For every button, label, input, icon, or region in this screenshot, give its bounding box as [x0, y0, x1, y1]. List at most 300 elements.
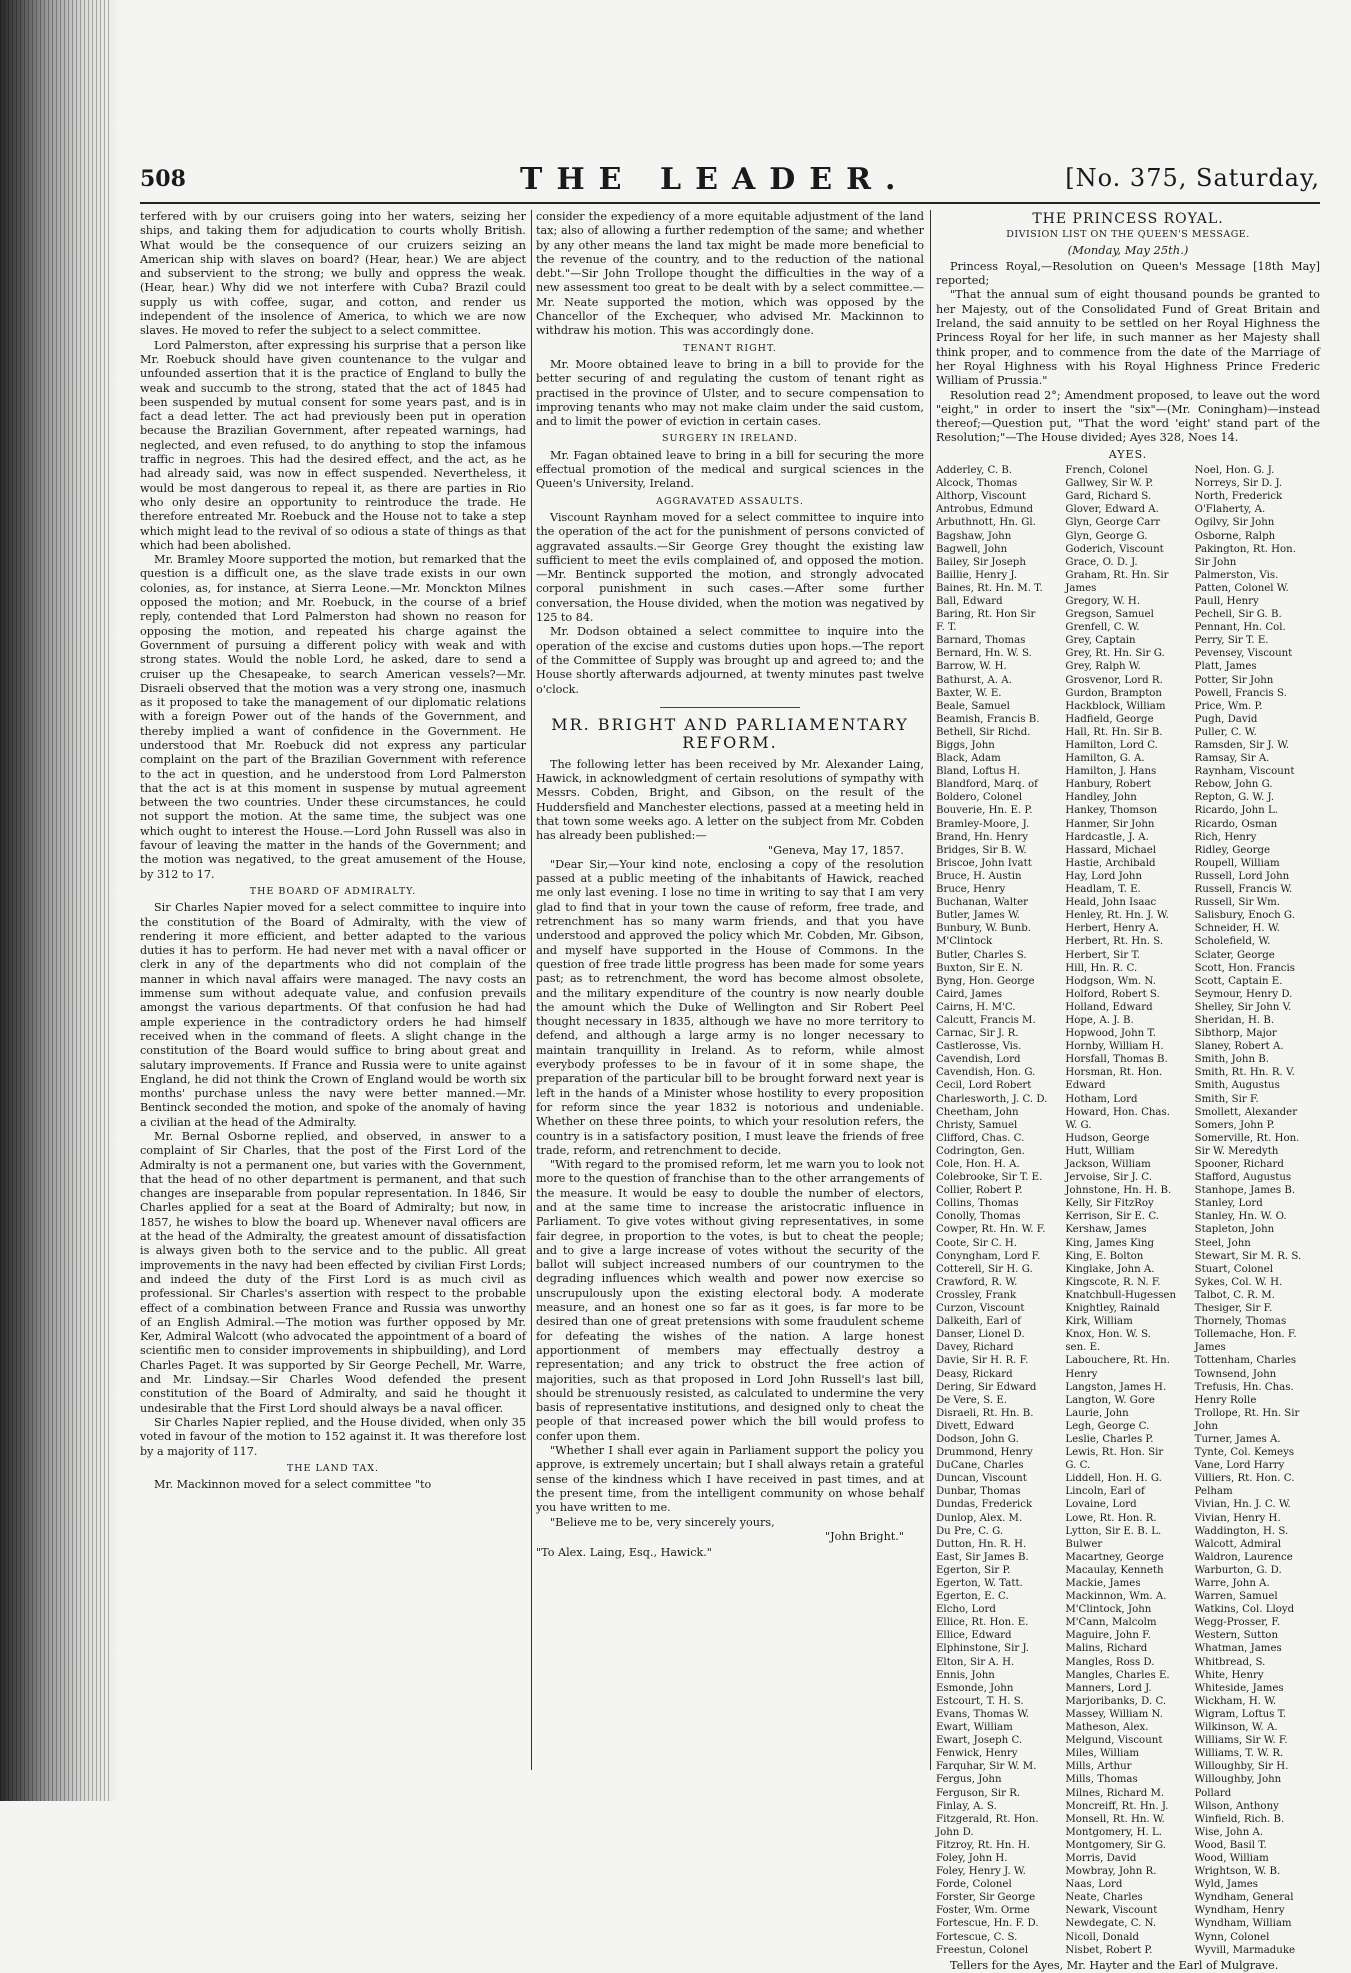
division-name: Stanley, Lord: [1194, 1198, 1263, 1210]
binding-texture: [0, 0, 110, 1801]
division-name: Moncreiff, Rt. Hn. J.: [1065, 1800, 1169, 1812]
division-name: Cecil, Lord Robert: [936, 1080, 1032, 1092]
division-name: Fitzgerald, Rt. Hon.: [936, 1813, 1039, 1825]
article-separator: [660, 707, 800, 708]
division-name: Horsfall, Thomas B.: [1065, 1054, 1168, 1066]
division-name: Nisbet, Robert P.: [1065, 1944, 1153, 1956]
division-name: M'Clintock, John: [1065, 1604, 1152, 1616]
division-name: Pelham: [1194, 1486, 1233, 1498]
division-name: Graham, Rt. Hn. Sir: [1065, 569, 1169, 581]
division-name: Crossley, Frank: [936, 1289, 1017, 1301]
division-name: Thornely, Thomas: [1194, 1316, 1287, 1328]
masthead: [140, 160, 1320, 200]
division-name: Naas, Lord: [1065, 1879, 1123, 1891]
division-name: Roupell, William: [1194, 857, 1280, 869]
division-name: Mackinnon, Wm. A.: [1065, 1591, 1167, 1603]
division-name: Hall, Rt. Hn. Sir B.: [1065, 726, 1163, 738]
division-name: Pollard: [1194, 1787, 1232, 1799]
division-name: Vane, Lord Harry: [1194, 1460, 1285, 1472]
division-name: Whitbread, S.: [1194, 1656, 1266, 1668]
division-name: Miles, William: [1065, 1748, 1140, 1760]
division-name: Stapleton, John: [1194, 1224, 1275, 1236]
division-name: Maguire, John F.: [1065, 1630, 1151, 1642]
division-name: Milnes, Richard M.: [1065, 1787, 1165, 1799]
division-name: Monsell, Rt. Hn. W.: [1065, 1813, 1165, 1825]
division-name: Alcock, Thomas: [936, 478, 1018, 490]
division-name: Tynte, Col. Kemeys: [1194, 1447, 1295, 1459]
division-name: Legh, George C.: [1065, 1420, 1150, 1432]
division-name: Nicoll, Donald: [1065, 1931, 1140, 1943]
division-name: Codrington, Gen.: [936, 1145, 1025, 1157]
division-name: Bouverie, Hn. E. P.: [936, 805, 1033, 817]
division-name: Grosvenor, Lord R.: [1065, 674, 1163, 686]
division-name: Bridges, Sir B. W.: [936, 844, 1027, 856]
division-name: Russell, Lord John: [1194, 870, 1290, 882]
division-name: Turner, James A.: [1194, 1433, 1281, 1445]
division-name: Wise, John A.: [1194, 1826, 1264, 1838]
division-name: Egerton, W. Tatt.: [936, 1578, 1023, 1590]
newspaper-page: [140, 160, 1320, 1972]
division-name: Langston, James H.: [1065, 1381, 1167, 1393]
division-name: Divett, Edward: [936, 1420, 1015, 1432]
division-name: Collier, Robert P.: [936, 1185, 1023, 1197]
division-name: Waldron, Laurence: [1194, 1551, 1293, 1563]
paragraph: Sir Charles Napier replied, and the House divided, when only 35 voted in favour of the motion to 152 against it. It was therefore lost by a majority of 117.: [140, 1415, 526, 1458]
paragraph: The following letter has been received by Mr. Alexander Laing, Hawick, in acknowledgment of certain resolutions of sympathy with Messrs. Cobden, Bright, and Gibson, on the result of the Huddersfield and Manchester elections, passed at a meeting held in that town some weeks ago. A letter on the subject from Mr. Cobden has already been published:—: [536, 757, 924, 843]
paragraph: "That the annual sum of eight thousand pounds be granted to her Majesty, out of the Consolidated Fund of Great Britain and Ireland, the said annuity to be settled on her Royal Highness the Princess Royal for her life, in such manner as her Majesty shall think proper, and to commence from the date of the Marriage of her Royal Highness with his Royal Highness Prince Frederic William of Prussia.": [936, 288, 1320, 388]
letter-closing: "Believe me to be, very sincerely yours,: [550, 1515, 775, 1529]
division-name: Shelley, Sir John V.: [1194, 1001, 1292, 1013]
division-name: Althorp, Viscount: [936, 491, 1026, 503]
section-heading-assaults: AGGRAVATED ASSAULTS.: [656, 495, 804, 507]
division-name: Laurie, John: [1065, 1407, 1129, 1419]
section-heading-land-tax: THE LAND TAX.: [286, 1462, 380, 1474]
division-name: Osborne, Ralph: [1194, 530, 1276, 542]
division-name: Briscoe, John Ivatt: [936, 857, 1032, 869]
division-name: Montgomery, H. L.: [1065, 1826, 1163, 1838]
paragraph: "Dear Sir,—Your kind note, enclosing a copy of the resolution passed at a public meeting of the inhabitants of Hawick, reached me only last evening. I lose no time in writing to say that I am very glad to find that in your town the cause of reform, free trade, and retrenchment has so many warm friends, and that you have understood and approved the policy which Mr. Cobden, Mr. Gibson, and myself have supported in the House of Commons. In the question of free trade little progress has been made for some years past; as to retrenchment, the word has become almost obsolete, and the military expenditure of the country is now nearly double the amount which the Duke of Wellington and Sir Robert Peel thought necessary in 1835, although we have no more territory to defend, and although a large army is no longer necessary to maintain tranquillity in Ireland. As to reform, while almost everybody professes to be in favour of it in some shape, the preparation of the particular bill to be brought forward next year is left in the hands of a Minister whose hostility to every proposition for reform since the year 1832 is notorious and undeniable. Whether on these three points, to which your resolution refers, the country is in a satisfactory position, I must leave the friends of free trade, reform, and retrenchment to decide.: [536, 857, 924, 1157]
division-name: Hotham, Lord: [1065, 1093, 1138, 1105]
division-name: Russell, Francis W.: [1194, 884, 1293, 896]
division-name: Elton, Sir A. H.: [936, 1656, 1015, 1668]
division-name: Goderich, Viscount: [1065, 543, 1164, 555]
section-heading-tenant-right: TENANT RIGHT.: [683, 342, 777, 354]
division-name: Leslie, Charles P.: [1065, 1433, 1154, 1445]
column-three: [936, 210, 1320, 1972]
division-name: De Vere, S. E.: [936, 1394, 1008, 1406]
division-name: Stewart, Sir M. R. S.: [1194, 1250, 1302, 1262]
tellers-line: Tellers for the Ayes, Mr. Hayter and the Earl of Mulgrave.: [950, 1958, 1279, 1972]
division-name: sen. E.: [1065, 1342, 1101, 1354]
division-name: Trefusis, Hn. Chas.: [1194, 1381, 1294, 1393]
division-name: Ridley, George: [1194, 844, 1270, 856]
division-name: Carnac, Sir J. R.: [936, 1028, 1019, 1040]
division-name: Beale, Samuel: [936, 700, 1010, 712]
division-name: Pechell, Sir G. B.: [1194, 609, 1282, 621]
division-name: Hardcastle, J. A.: [1065, 831, 1149, 843]
division-name: Somers, John P.: [1194, 1119, 1275, 1131]
division-name: Gregory, W. H.: [1065, 595, 1141, 607]
division-name: Rich, Henry: [1194, 831, 1257, 843]
division-name: John: [1194, 1420, 1218, 1432]
division-name: Slaney, Robert A.: [1194, 1041, 1284, 1053]
division-name: Kirk, William: [1065, 1316, 1133, 1328]
division-name: Mills, Thomas: [1065, 1774, 1138, 1786]
division-name: Schneider, H. W.: [1194, 923, 1280, 935]
division-name: Liddell, Hon. H. G.: [1065, 1473, 1162, 1485]
division-name: Stafford, Augustus: [1194, 1172, 1292, 1184]
division-name: Hudson, George: [1065, 1132, 1150, 1144]
newspaper-title: THE LEADER.: [520, 162, 910, 197]
division-name: Hastie, Archibald: [1065, 857, 1156, 869]
division-name: Tollemache, Hon. F.: [1194, 1329, 1297, 1341]
division-name: Townsend, John: [1194, 1368, 1277, 1380]
division-name: Pennant, Hn. Col.: [1194, 622, 1286, 634]
division-name: Grey, Ralph W.: [1065, 661, 1141, 673]
division-name: Conolly, Thomas: [936, 1211, 1021, 1223]
division-name: Hodgson, Wm. N.: [1065, 975, 1156, 987]
paragraph: Sir Charles Napier moved for a select committee to inquire into the constitution of the Board of Admiralty, with the view of rendering it more efficient, and better adapted to the various duties it has to perform. He had never met with a naval officer or clerk in any of the departments who did not complain of the manner in which naval affairs were managed. The navy costs an immense sum without adequate value, and confusion prevails amongst the various departments. Of that confusion he had had ample experience in the contradictory orders he had himself received when in the command of fleets. A slight change in the constitution of the Board would suffice to bring about great and salutary improvements. If France and Russia were to unite against England, he did not think the Crown of England would be worth six months' purchase unless the navy were better manned.—Mr. Bentinck seconded the motion, and spoke of the anomaly of having a civilian at the head of the Admiralty.: [140, 901, 526, 1129]
division-name: Scott, Hon. Francis: [1194, 962, 1295, 974]
division-name: Talbot, C. R. M.: [1194, 1289, 1275, 1301]
division-name: F. T.: [936, 622, 957, 634]
division-name: Curzon, Viscount: [936, 1303, 1025, 1315]
division-name: Disraeli, Rt. Hn. B.: [936, 1407, 1034, 1419]
division-name: Thesiger, Sir F.: [1194, 1303, 1273, 1315]
division-name: Ogilvy, Sir John: [1194, 517, 1275, 529]
division-name: Powell, Francis S.: [1194, 687, 1287, 699]
division-name: Kingscote, R. N. F.: [1065, 1276, 1161, 1288]
division-name: Calcutt, Francis M.: [936, 1014, 1036, 1026]
division-name: Edward: [1065, 1080, 1106, 1092]
division-name: Fergus, John: [936, 1774, 1002, 1786]
division-name: Byng, Hon. George: [936, 975, 1035, 987]
paragraph: terfered with by our cruisers going into her waters, seizing her ships, and taking them for adjudication to courts wholly British. What would be the consequence of our cruizers seizing an American ship with slaves on board? (Hear, hear.) We are abject and subservient to the strong; we bully and oppress the weak. (Hear, hear.) Why did we not interfere with Cuba? Brazil could supply us with coffee, sugar, and cotton, and render us independent of the insolence of America, to which we are now slaves. He moved to refer the subject to a select committee.: [140, 210, 526, 338]
division-name: Howard, Hon. Chas.: [1065, 1106, 1170, 1118]
division-name: Butler, Charles S.: [936, 949, 1027, 961]
division-name: Butler, James W.: [936, 910, 1020, 922]
division-name: Lovaine, Lord: [1065, 1499, 1137, 1511]
division-name: Hopwood, John T.: [1065, 1028, 1156, 1040]
division-name: Henley, Rt. Hn. J. W.: [1065, 910, 1169, 922]
division-name: Baxter, W. E.: [936, 687, 1002, 699]
division-name: Sykes, Col. W. H.: [1194, 1276, 1283, 1288]
division-name: King, James King: [1065, 1237, 1155, 1249]
division-name: Henry: [1065, 1368, 1098, 1380]
division-name: Winfield, Rich. B.: [1194, 1813, 1285, 1825]
column-one: [140, 210, 526, 1770]
division-name: Bailey, Sir Joseph: [936, 556, 1026, 568]
division-name: Watkins, Col. Lloyd: [1194, 1604, 1295, 1616]
division-name: Knightley, Rainald: [1065, 1303, 1160, 1315]
paragraph: Mr. Fagan obtained leave to bring in a bill for securing the more effectual promotion of the medical and surgical sciences in the Queen's University, Ireland.: [536, 448, 924, 491]
paragraph: consider the expediency of a more equitable adjustment of the land tax; also of allowing a further redemption of the same; and whether by any other means the land tax might be made more beneficial to the revenue of the country, and to the reduction of the national debt."—Sir John Trollope thought the difficulties in the way of a new assessment too great to be dealt with by a select committee.—Mr. Neate supported the motion, which was opposed by the Chancellor of the Exchequer, who advised Mr. Mackinnon to withdraw his motion. This was accordingly done.: [536, 210, 924, 338]
division-name: Marjoribanks, D. C.: [1065, 1695, 1167, 1707]
column-divider: [531, 210, 532, 1770]
division-name: Dering, Sir Edward: [936, 1381, 1037, 1393]
division-names-list: [936, 464, 1320, 1957]
division-name: Herbert, Henry A.: [1065, 923, 1160, 935]
division-name: Caird, James: [936, 988, 1003, 1000]
division-name: Cavendish, Lord: [936, 1054, 1021, 1066]
division-name: Elcho, Lord: [936, 1604, 996, 1616]
division-name: Charlesworth, J. C. D.: [936, 1093, 1048, 1105]
division-name: Hay, Lord John: [1065, 870, 1143, 882]
division-name: Massey, William N.: [1065, 1708, 1163, 1720]
division-name: Handley, John: [1065, 792, 1137, 804]
division-name: Kerrison, Sir E. C.: [1065, 1211, 1160, 1223]
division-name: Palmerston, Vis.: [1194, 569, 1279, 581]
division-name: Lewis, Rt. Hon. Sir: [1065, 1447, 1164, 1459]
paragraph: Resolution read 2°; Amendment proposed, to leave out the word "eight," in order to insert the "six"—(Mr. Coningham)—instead thereof;—Question put, "That the word 'eight' stand part of the Resolution;"—The House divided; Ayes 328, Noes 14.: [936, 388, 1320, 445]
division-name: Wyndham, William: [1194, 1918, 1292, 1930]
division-name: Ewart, William: [936, 1722, 1013, 1734]
division-name: M'Cann, Malcolm: [1065, 1617, 1157, 1629]
division-name: Fenwick, Henry: [936, 1748, 1018, 1760]
division-name: Foster, Wm. Orme: [936, 1905, 1030, 1917]
division-name: Arbuthnott, Hn. Gl.: [936, 517, 1036, 529]
division-name: Paull, Henry: [1194, 595, 1259, 607]
division-name: Glyn, George G.: [1065, 530, 1148, 542]
division-name: Sibthorp, Major: [1194, 1028, 1277, 1040]
division-name: Wyvill, Marmaduke: [1194, 1944, 1296, 1956]
division-name: Estcourt, T. H. S.: [936, 1695, 1024, 1707]
division-name: Biggs, John: [936, 740, 995, 752]
division-name: Platt, James: [1194, 661, 1257, 673]
division-name: Herbert, Sir T.: [1065, 949, 1140, 961]
division-name: Clifford, Chas. C.: [936, 1132, 1025, 1144]
division-name: Elphinstone, Sir J.: [936, 1643, 1029, 1655]
division-name: Bernard, Hn. W. S.: [936, 648, 1032, 660]
division-name: Foley, Henry J. W.: [936, 1866, 1026, 1878]
division-name: Melgund, Viscount: [1065, 1735, 1163, 1747]
division-name: Buxton, Sir E. N.: [936, 962, 1023, 974]
division-name: Jervoise, Sir J. C.: [1065, 1172, 1152, 1184]
division-name: Montgomery, Sir G.: [1065, 1839, 1166, 1851]
division-name: Ennis, John: [936, 1669, 995, 1681]
division-name: James: [1194, 1342, 1226, 1354]
division-name: Potter, Sir John: [1194, 674, 1274, 686]
division-name: Pevensey, Viscount: [1194, 648, 1293, 660]
paragraph: "With regard to the promised reform, let me warn you to look not more to the question of franchise than to the other arrangements of the measure. It would be easy to double the number of electors, and at the same time to increase the aristocratic influence in Parliament. To give votes without giving representatives, in some fair degree, in proportion to the votes, is but to cheat the people; and to give a large increase of votes without the security of the ballot will subject increased numbers of our countrymen to the degrading influences which wealth and power now exercise so unscrupulously upon the existing electoral body. A moderate measure, and an honest one so far as it goes, is far more to be desired than one of great pretensions with some fraudulent scheme for defeating the wishes of the nation. A large honest apportionment of members may effectually destroy a representation; and any trick to obstruct the free action of majorities, such as that proposed in Lord John Russell's last bill, should be strenuously resisted, as calculated to undermine the very basis of representative institutions, and designed only to cheat the people of that increased power which the bill would profess to confer upon them.: [536, 1158, 924, 1443]
division-name: Wickham, H. W.: [1194, 1695, 1277, 1707]
division-name: Bagshaw, John: [936, 530, 1012, 542]
division-name: Morris, David: [1065, 1852, 1137, 1864]
division-name: White, Henry: [1194, 1669, 1264, 1681]
division-name: Deasy, Rickard: [936, 1368, 1013, 1380]
division-name: Patten, Colonel W.: [1194, 582, 1289, 594]
division-name: Scholefield, W.: [1194, 936, 1271, 948]
division-name: Ball, Edward: [936, 595, 1003, 607]
division-name: Collins, Thomas: [936, 1198, 1019, 1210]
division-name: Pakington, Rt. Hon.: [1194, 543, 1296, 555]
division-name: Wynn, Colonel: [1194, 1931, 1270, 1943]
division-name: Hamilton, Lord C.: [1065, 740, 1158, 752]
division-name: Willoughby, Sir H.: [1194, 1761, 1289, 1773]
division-name: Vivian, Henry H.: [1194, 1512, 1281, 1524]
division-name: Christy, Samuel: [936, 1119, 1018, 1131]
division-name: Hill, Hn. R. C.: [1065, 962, 1138, 974]
division-name: Baillie, Henry J.: [936, 569, 1017, 581]
division-name: Wood, William: [1194, 1852, 1269, 1864]
division-name: Ramsay, Sir A.: [1194, 753, 1270, 765]
division-name: Dalkeith, Earl of: [936, 1316, 1021, 1328]
division-name: Gallwey, Sir W. P.: [1065, 478, 1154, 490]
division-name: Warburton, G. D.: [1194, 1564, 1282, 1576]
division-name: Conyngham, Lord F.: [936, 1250, 1041, 1262]
division-name: Macaulay, Kenneth: [1065, 1564, 1164, 1576]
issue-line: [No. 375, Saturday,: [1065, 164, 1320, 192]
division-name: G. C.: [1065, 1460, 1091, 1472]
column-two: [536, 210, 924, 1770]
division-name: Glover, Edward A.: [1065, 504, 1159, 516]
division-name: Fitzroy, Rt. Hn. H.: [936, 1839, 1030, 1851]
division-name: Egerton, E. C.: [936, 1591, 1009, 1603]
division-name: Glyn, George Carr: [1065, 517, 1161, 529]
division-name: Hamilton, G. A.: [1065, 753, 1145, 765]
division-name: Warre, John A.: [1194, 1578, 1270, 1590]
letter-dateline: "Geneva, May 17, 1857.: [767, 843, 904, 857]
division-name: King, E. Bolton: [1065, 1250, 1144, 1262]
division-name: Repton, G. W. J.: [1194, 792, 1275, 804]
division-name: Hornby, William H.: [1065, 1041, 1164, 1053]
division-name: Ellice, Rt. Hon. E.: [936, 1617, 1029, 1629]
division-name: Ricardo, Osman: [1194, 818, 1278, 830]
division-name: Matheson, Alex.: [1065, 1722, 1149, 1734]
division-name: Cowper, Rt. Hn. W. F.: [936, 1224, 1046, 1236]
division-name: Norreys, Sir D. J.: [1194, 478, 1283, 490]
division-name: Hassard, Michael: [1065, 844, 1157, 856]
division-name: Wigram, Loftus T.: [1194, 1708, 1287, 1720]
paragraph: Viscount Raynham moved for a select committee to inquire into the operation of the act for the punishment of persons convicted of aggravated assaults.—Sir George Grey thought the existing law sufficient to meet the evils complained of, and opposed the motion.—Mr. Bentinck supported the motion, and strongly advocated corporal punishment in such cases.—After some further conversation, the House divided, when the motion was negatived by 125 to 84.: [536, 510, 924, 625]
division-name: Williams, Sir W. F.: [1194, 1735, 1288, 1747]
division-name: Lowe, Rt. Hon. R.: [1065, 1512, 1157, 1524]
division-name: Castlerosse, Vis.: [936, 1041, 1022, 1053]
letter-addressee: "To Alex. Laing, Esq., Hawick.": [536, 1546, 712, 1560]
division-name: Kinglake, John A.: [1065, 1263, 1155, 1275]
division-name: Cairns, H. M'C.: [936, 1001, 1016, 1013]
division-name: Somerville, Rt. Hon.: [1194, 1132, 1300, 1144]
division-name: Wyld, James: [1194, 1879, 1258, 1891]
division-name: Salisbury, Enoch G.: [1194, 910, 1295, 922]
division-name: Coote, Sir C. H.: [936, 1237, 1018, 1249]
division-name: Sir John: [1194, 556, 1237, 568]
division-name: Headlam, T. E.: [1065, 884, 1141, 896]
division-name: Scott, Captain E.: [1194, 975, 1283, 987]
division-name: Grenfell, C. W.: [1065, 622, 1140, 634]
division-name: Bethell, Sir Richd.: [936, 726, 1031, 738]
division-name: Walcott, Admiral: [1194, 1538, 1282, 1550]
division-name: Malins, Richard: [1065, 1643, 1148, 1655]
division-name: Whiteside, James: [1194, 1682, 1284, 1694]
division-name: Hankey, Thomson: [1065, 805, 1157, 817]
division-name: Wilson, Anthony: [1194, 1800, 1279, 1812]
division-name: Williams, T. W. R.: [1194, 1748, 1284, 1760]
division-name: Villiers, Rt. Hon. C.: [1194, 1473, 1295, 1485]
division-name: Pugh, David: [1194, 713, 1258, 725]
division-name: Steel, John: [1194, 1237, 1251, 1249]
division-name: Esmonde, John: [936, 1682, 1014, 1694]
division-name: Bagwell, John: [936, 543, 1008, 555]
column-divider: [930, 210, 931, 1770]
paragraph: Mr. Dodson obtained a select committee to inquire into the operation of the excise and customs duties upon hops.—The report of the Committee of Supply was brought up and agreed to; and the House shortly afterwards adjourned, at twenty minutes past twelve o'clock.: [536, 625, 924, 696]
division-name: M'Clintock: [936, 936, 993, 948]
division-name: Mowbray, John R.: [1065, 1866, 1157, 1878]
letter-signature: "John Bright.": [824, 1529, 904, 1543]
division-name: Stanhope, James B.: [1194, 1185, 1296, 1197]
division-name: Knatchbull-Hugessen: [1065, 1289, 1177, 1301]
division-name: Bulwer: [1065, 1538, 1103, 1550]
division-name: Vivian, Hn. J. C. W.: [1194, 1499, 1291, 1511]
division-name: Perry, Sir T. E.: [1194, 635, 1269, 647]
division-name: Barrow, W. H.: [936, 661, 1007, 673]
division-name: Blandford, Marq. of: [936, 779, 1038, 791]
division-name: Waddington, H. S.: [1194, 1525, 1289, 1537]
division-name: Holland, Edward: [1065, 1001, 1153, 1013]
ayes-heading: AYES.: [1108, 447, 1148, 461]
division-name: W. G.: [1065, 1119, 1092, 1131]
section-subtitle: DIVISION LIST ON THE QUEEN'S MESSAGE.: [1006, 229, 1250, 241]
division-name: Neate, Charles: [1065, 1892, 1143, 1904]
division-name: Finlay, A. S.: [936, 1800, 997, 1812]
paragraph: Mr. Bernal Osborne replied, and observed, in answer to a complaint of Sir Charles, that the post of the First Lord of the Admiralty is not a permanent one, but varies with the Government, that the head of no other department is permanent, and that such changes are inseparable from popular representation. In 1846, Sir Charles applied for a seat at the Board of Admiralty; but now, in 1857, he wishes to blow the board up. Whenever naval officers are at the head of the Admiralty, the greatest amount of dissatisfaction is always given both to the service and to the public. All great improvements in the navy had been effected by civilian First Lords; and indeed the duty of the First Lord is as much civil as professional. Sir Charles's assertion with respect to the probable effect of a combination between France and Russia was unworthy of an English Admiral.—The motion was further opposed by Mr. Ker, Admiral Walcott (who advocated the appointment of a board of scientific men to consider improvements in shipbuilding), and Lord Charles Paget. It was supported by Sir George Pechell, Mr. Warre, and Mr. Lindsay.—Sir Charles Wood defended the present constitution of the Board of Admiralty, and said he thought it undesirable that the First Lord should always be a naval officer.: [140, 1130, 526, 1415]
division-name: Manners, Lord J.: [1065, 1682, 1152, 1694]
division-name: Horsman, Rt. Hon.: [1065, 1067, 1163, 1079]
division-name: Forster, Sir George: [936, 1892, 1036, 1904]
division-name: Labouchere, Rt. Hn.: [1065, 1355, 1170, 1367]
division-name: DuCane, Charles: [936, 1460, 1024, 1472]
division-name: Hamilton, J. Hans: [1065, 766, 1157, 778]
division-name: Hackblock, William: [1065, 700, 1166, 712]
division-name: French, Colonel: [1065, 465, 1148, 477]
division-name: Buchanan, Walter: [936, 897, 1028, 909]
section-title: THE PRINCESS ROYAL.: [1032, 211, 1224, 227]
division-name: Mackie, James: [1065, 1578, 1141, 1590]
division-name: Duncan, Viscount: [936, 1473, 1027, 1485]
division-name: Hanbury, Robert: [1065, 779, 1151, 791]
division-name: Lincoln, Earl of: [1065, 1486, 1145, 1498]
division-name: Newdegate, C. N.: [1065, 1918, 1157, 1930]
division-name: Willoughby, John: [1194, 1774, 1282, 1786]
division-name: Sheridan, H. B.: [1194, 1014, 1275, 1026]
division-name: Bruce, Henry: [936, 884, 1006, 896]
division-name: Hadfield, George: [1065, 713, 1154, 725]
division-name: Lytton, Sir E. B. L.: [1065, 1525, 1162, 1537]
paragraph: Mr. Mackinnon moved for a select committee "to: [154, 1478, 432, 1492]
division-name: Hutt, William: [1065, 1145, 1135, 1157]
division-name: Dodson, John G.: [936, 1433, 1019, 1445]
division-name: Sir W. Meredyth: [1194, 1145, 1279, 1157]
paragraph: Mr. Bramley Moore supported the motion, but remarked that the question is a difficult one, as the slave trade exists in our own colonies, as, for instance, at Sierra Leone.—Mr. Monckton Milnes opposed the motion; and Mr. Roebuck, in the course of a brief reply, contended that Lord Palmerston had shown no reason for opposing the motion, and repeated his charge against the Government of pursuing a different policy with weak and with strong states. Would the noble Lord, he asked, dare to send a cruiser up the Chesapeake, to search American vessels?—Mr. Disraeli observed that the motion was a very strong one, inasmuch as it proposed to take the management of our diplomatic relations with a foreign Power out of the hands of the Government, and thereby implied a want of confidence in the Government. He understood that Mr. Roebuck did not express any particular complaint on the part of the Brazilian Government with reference to the act in question, and he understood from Lord Palmerston that the act is at this moment in suspense by mutual agreement between the two countries. Under these circumstances, he could not support the motion. At the same time, the subject was one which ought to interest the House.—Lord John Russell was also in favour of leaving the matter in the hands of the Government; and the motion was negatived, to the great amusement of the House, by 312 to 17.: [140, 553, 526, 881]
division-name: Bunbury, W. Bunb.: [936, 923, 1031, 935]
division-name: Egerton, Sir P.: [936, 1564, 1011, 1576]
division-name: Mangles, Ross D.: [1065, 1656, 1155, 1668]
division-name: Farquhar, Sir W. M.: [936, 1761, 1037, 1773]
division-name: Mills, Arthur: [1065, 1761, 1132, 1773]
division-name: Dunbar, Thomas: [936, 1486, 1021, 1498]
division-name: Henry Rolle: [1194, 1394, 1257, 1406]
division-name: Wrightson, W. B.: [1194, 1866, 1281, 1878]
division-name: John D.: [936, 1826, 974, 1838]
division-name: Price, Wm. P.: [1194, 700, 1263, 712]
division-name: Langton, W. Gore: [1065, 1394, 1155, 1406]
division-name: Herbert, Rt. Hn. S.: [1065, 936, 1164, 948]
division-name: Johnstone, Hn. H. B.: [1065, 1185, 1172, 1197]
division-name: Smollett, Alexander: [1194, 1106, 1298, 1118]
division-name: Macartney, George: [1065, 1551, 1164, 1563]
division-name: Mangles, Charles E.: [1065, 1669, 1170, 1681]
division-name: Spooner, Richard: [1194, 1159, 1284, 1171]
